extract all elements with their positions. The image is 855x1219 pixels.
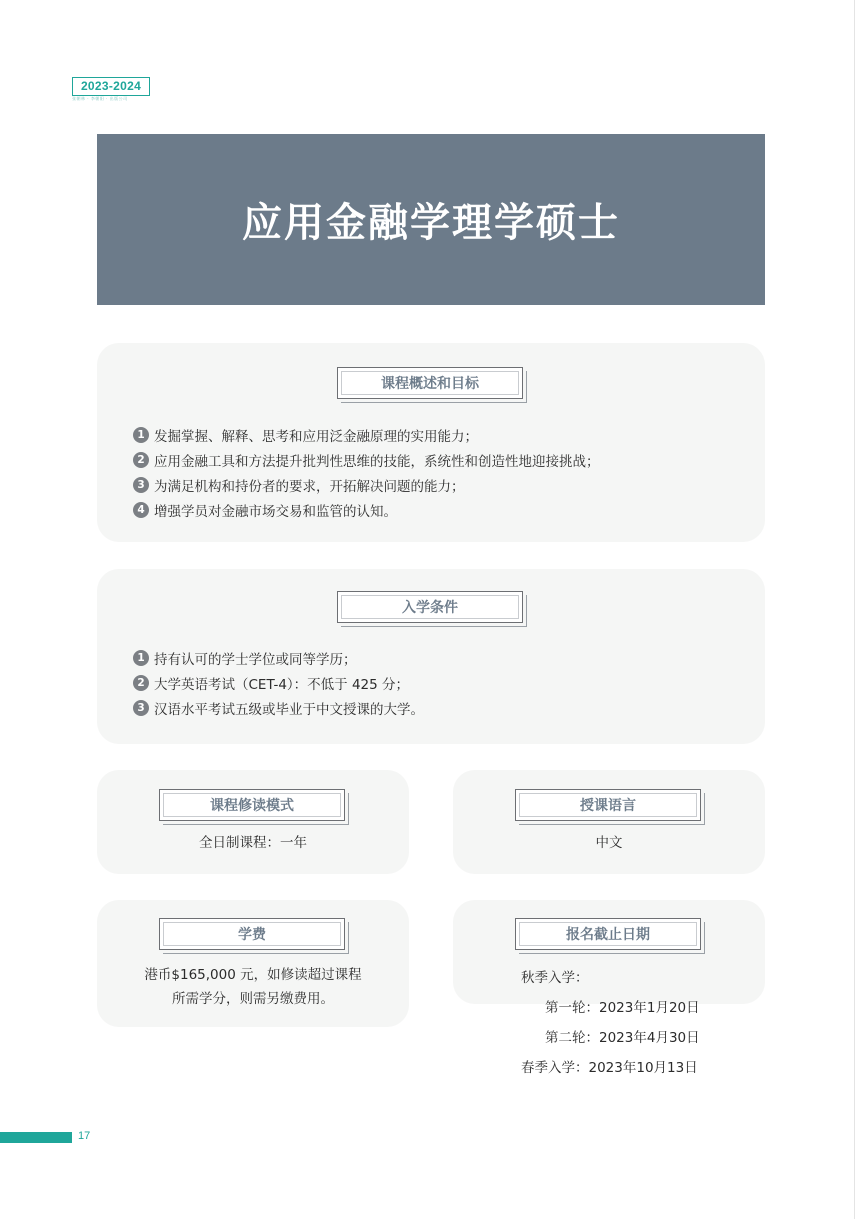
number-3-icon: 3 (133, 700, 149, 716)
language-heading: 授课语言 (519, 793, 697, 817)
page-title: 应用金融学理学硕士 (242, 200, 620, 246)
tuition-line-1: 港币$165,000 元，如修读超过课程 (144, 967, 362, 983)
list-item (133, 645, 424, 670)
list-item (133, 472, 600, 497)
list-item-text: 增强学员对金融市场交易和监管的认知。 (154, 503, 397, 520)
tuition-line-2: 所需学分，则需另缴费用。 (172, 991, 334, 1007)
list-item-text: 大学英语考试（CET-4）：不低于 425 分； (154, 676, 410, 693)
deadline-spring: 春季入学：2023年10月13日 (521, 1060, 698, 1076)
deadline-round-1: 第一轮：2023年1月20日 (545, 1000, 700, 1016)
admission-heading-box (337, 591, 523, 623)
study-mode-heading: 课程修读模式 (163, 793, 341, 817)
overview-heading-box (337, 367, 523, 399)
tuition-heading: 学费 (163, 922, 341, 946)
number-4-icon: 4 (133, 502, 149, 518)
list-item (133, 670, 424, 695)
admission-list (133, 645, 424, 720)
deadline-heading: 报名截止日期 (519, 922, 697, 946)
overview-heading: 课程概述和目标 (341, 371, 519, 395)
tuition-text (97, 963, 409, 1011)
number-3-icon: 3 (133, 477, 149, 493)
overview-list (133, 422, 600, 522)
deadline-round-2: 第二轮：2023年4月30日 (545, 1030, 700, 1046)
year-badge: 2023-2024 (72, 77, 150, 96)
number-2-icon: 2 (133, 452, 149, 468)
title-banner (97, 134, 765, 305)
number-2-icon: 2 (133, 675, 149, 691)
language-heading-box (515, 789, 701, 821)
deadline-autumn: 秋季入学： (521, 970, 589, 986)
list-item-text: 汉语水平考试五级或毕业于中文授课的大学。 (154, 701, 424, 718)
list-item-text: 为满足机构和持份者的要求，开拓解决问题的能力； (154, 478, 465, 495)
admission-heading: 入学条件 (341, 595, 519, 619)
number-1-icon: 1 (133, 650, 149, 666)
deadline-heading-box (515, 918, 701, 950)
list-item (133, 447, 600, 472)
study-mode-heading-box (159, 789, 345, 821)
list-item (133, 497, 600, 522)
page-accent-bar (0, 1132, 72, 1143)
number-1-icon: 1 (133, 427, 149, 443)
language-text: 中文 (595, 835, 623, 851)
list-item (133, 695, 424, 720)
study-mode-text: 全日制课程：一年 (199, 835, 307, 851)
list-item (133, 422, 600, 447)
tuition-heading-box (159, 918, 345, 950)
page-number: 17 (78, 1130, 91, 1142)
list-item-text: 持有认可的学士学位或同等学历； (154, 651, 357, 668)
year-badge-subtitle: 张朝林 · 李朝阳 · 出版公司 (72, 96, 128, 101)
list-item-text: 应用金融工具和方法提升批判性思维的技能，系统性和创造性地迎接挑战； (154, 453, 600, 470)
list-item-text: 发掘掌握、解释、思考和应用泛金融原理的实用能力； (154, 428, 478, 445)
